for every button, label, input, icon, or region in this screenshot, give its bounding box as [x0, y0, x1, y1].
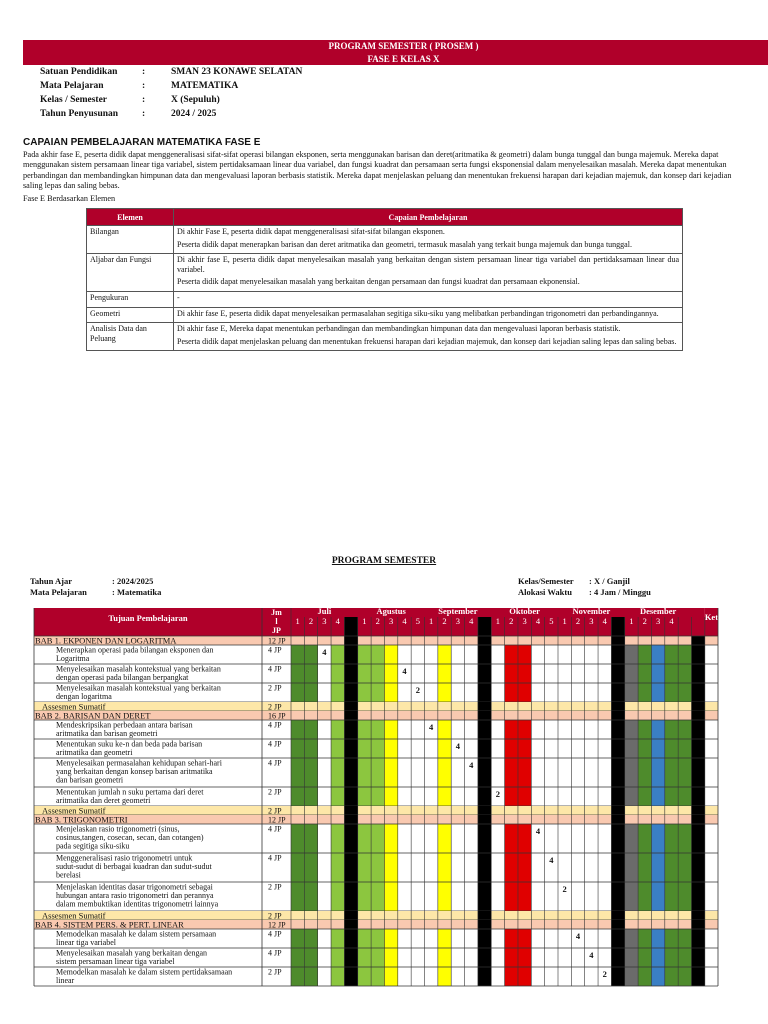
assesmen-label: Assesmen Sumatif — [42, 701, 106, 712]
info-value: SMAN 23 KONAWE SELATAN — [171, 67, 303, 77]
prosem-header-line2: FASE E KELAS X — [23, 53, 768, 65]
jp-value: 4 JP — [268, 853, 282, 863]
week-column-fill — [344, 920, 357, 929]
jp-mark: 4 — [455, 741, 460, 751]
week-column-fill — [692, 806, 705, 815]
tujuan-text: Memodelkan masalah ke dalam sistem persamaan — [56, 929, 217, 939]
week-column-fill — [611, 806, 624, 815]
jml-header-2: l — [275, 617, 278, 626]
week-column-fill — [611, 711, 624, 720]
week-number: 3 — [656, 616, 661, 626]
info-colon: : — [142, 67, 146, 77]
capaian-paragraph: Di akhir fase E, Mereka dapat menentukan perbandingan dan membandingkan himpunan data dan mengevaluasi laporan berbasis statistik. — [177, 324, 621, 334]
week-column-fill — [478, 636, 491, 645]
week-number: 4 — [402, 616, 407, 626]
week-number: 1 — [495, 616, 501, 626]
tujuan-text: linear tiga variabel — [56, 938, 116, 947]
jp-value: 2 JP — [268, 702, 282, 712]
week-number: 1 — [429, 616, 434, 626]
week-number: 3 — [522, 616, 527, 626]
elemen-header: Elemen — [87, 209, 174, 226]
week-column-fill — [611, 815, 624, 824]
month-label: Oktober — [509, 606, 540, 616]
jp-mark: 2 — [415, 685, 420, 695]
meta-value: : 2024/2025 — [112, 576, 154, 586]
jp-mark: 4 — [575, 931, 581, 941]
meta-key: Alokasi Waktu — [518, 587, 572, 597]
tujuan-text: dan barisan geometri — [56, 775, 124, 785]
jp-mark: 4 — [469, 760, 474, 770]
week-column-fill — [478, 920, 491, 929]
week-number: 1 — [629, 616, 634, 626]
week-column-fill — [478, 702, 491, 711]
tujuan-text: pada segitiga siku-siku — [56, 841, 130, 851]
capaian-paragraph: Peserta didik dapat menjelaskan peluang dan menentukan frekuensi harapan dari kejadian majemuk, dan konsep dari kejadian saling lepas dan saling bebas. — [177, 336, 677, 346]
tujuan-text: yang berkaitan dengan konsep barisan aritmatika — [56, 767, 213, 776]
month-label: Agustus — [376, 606, 406, 616]
jp-mark: 2 — [495, 789, 501, 799]
week-number: 1 — [562, 616, 567, 626]
jp-value: 2 JP — [268, 967, 282, 977]
jp-mark: 4 — [322, 647, 327, 657]
jp-value: 4 JP — [268, 948, 282, 958]
jp-value: 4 JP — [268, 739, 282, 749]
week-number: 4 — [335, 616, 340, 626]
tujuan-text: linear — [56, 976, 75, 985]
tujuan-text: sudut-sudut di berbagai kuadran dan sudut-sudut — [56, 862, 212, 871]
tujuan-text: Memodelkan masalah ke dalam sistem pertidaksamaan — [56, 967, 233, 977]
jp-mark: 4 — [402, 666, 407, 676]
program-semester-title: PROGRAM SEMESTER — [331, 556, 437, 566]
week-number: 1 — [295, 616, 300, 626]
tujuan-text: Menjelaskan rasio trigonometri (sinus, — [56, 824, 180, 834]
bab-label: BAB 1. EKPONEN DAN LOGARITMA — [35, 635, 177, 646]
capaian-paragraph: - — [177, 292, 180, 302]
week-column-fill — [478, 911, 491, 920]
info-value: MATEMATIKA — [171, 81, 239, 91]
jp-mark: 4 — [535, 826, 541, 836]
week-number: 5 — [549, 616, 554, 626]
week-header-black — [478, 617, 491, 636]
tujuan-text: cosinus,tangen, cosecan, secan, dan cotangen) — [56, 833, 204, 842]
tujuan-text: Menyelesaikan permasalahan kehidupan sehari-hari — [56, 758, 222, 768]
week-column-fill — [692, 636, 705, 645]
month-label: November — [572, 606, 611, 616]
meta-key: Kelas/Semester — [518, 576, 574, 586]
capaian-text: Pada akhir fase E, peserta didik dapat menggeneralisasi sifat-sifat operasi bilangan eksponen, serta menggunakan barisan dan deret(aritmatika & geometri) dalam bunga tunggal dan bunga majemuk. Mereka dapat menggunakan sistem persamaan linear tiga variabel, sistem pertidaksamaan linear dua variabel, dan fungsi kuadrat dan persamaan serta fungsi eksponensial dalam menyelesaikan masalah. Mereka dapat menentukan perbandingan dan membandingkan himpunan data dan mengevaluasi laporan berbasis statistik. Mereka dapat menjelaskan peluang dan menentukan frekuensi harapan dari kejadian majemuk, dan konsep dari kejadian saling lepas dan saling bebas. — [23, 150, 732, 191]
week-column-fill — [692, 911, 705, 920]
jp-value: 2 JP — [268, 882, 282, 892]
info-value: 2024 / 2025 — [171, 109, 217, 119]
tujuan-text: Menyelesaikan masalah kontekstual yang berkaitan — [56, 664, 221, 674]
jp-value: 2 JP — [268, 787, 282, 797]
tujuan-text: sistem persamaan linear tiga variabel — [56, 957, 175, 966]
week-column-fill — [692, 711, 705, 720]
elemen-cell: Analisis Data dan Peluang — [87, 323, 174, 351]
tujuan-text: aritmatika dan geometri — [56, 748, 133, 757]
jp-value: 12 JP — [268, 636, 286, 646]
info-key: Tahun Penyusunan — [40, 109, 119, 119]
week-column-fill — [344, 815, 357, 824]
info-key: Kelas / Semester — [40, 95, 108, 105]
capaian-paragraph: Di akhir fase E, peserta didik dapat menyelesaikan masalah yang berkaitan dengan sistem persamaan linear tiga variabel dan pertidaksamaan linear dua variabel. — [177, 255, 679, 274]
assesmen-label: Assesmen Sumatif — [42, 910, 106, 921]
week-number: 2 — [509, 616, 514, 626]
week-column-fill — [478, 806, 491, 815]
jp-mark: 4 — [429, 722, 434, 732]
elemen-cell: Aljabar dan Fungsi — [87, 254, 174, 292]
meta-value: : 4 Jam / Minggu — [589, 587, 651, 597]
jp-value: 4 JP — [268, 929, 282, 939]
tujuan-text: hubungan antara rasio trigonometri dan perannya — [56, 891, 214, 900]
week-column-fill — [344, 636, 357, 645]
jp-value: 12 JP — [268, 815, 286, 825]
week-header-black — [611, 617, 624, 636]
capaian-title: CAPAIAN PEMBELAJARAN MATEMATIKA FASE E — [23, 137, 261, 148]
week-number: 5 — [415, 616, 420, 626]
meta-key: Mata Pelajaran — [30, 587, 87, 597]
capaian-paragraph: Peserta didik dapat menerapkan barisan dan deret aritmatika dan geometri, termasuk masalah yang terkait bunga majemuk dan bunga tunggal. — [177, 239, 632, 249]
bab-label: BAB 4. SISTEM PERS. & PERT. LINEAR — [35, 919, 184, 930]
week-number: 3 — [389, 616, 394, 626]
jp-value: 4 JP — [268, 824, 282, 834]
capaian-header: Capaian Pembelajaran — [174, 209, 683, 226]
elemen-cell: Geometri — [87, 307, 174, 323]
jp-value: 16 JP — [268, 711, 286, 721]
tujuan-text: Menyelesaikan masalah kontekstual yang berkaitan — [56, 683, 221, 693]
week-number: 2 — [375, 616, 380, 626]
week-number: 4 — [669, 616, 674, 626]
jp-mark: 2 — [562, 884, 567, 894]
info-colon: : — [142, 81, 146, 91]
jml-header-1: Jm — [271, 608, 282, 617]
bab-label: BAB 3. TRIGONOMETRI — [35, 814, 128, 825]
elemen-cell: Pengukuran — [87, 291, 174, 307]
jp-value: 12 JP — [268, 920, 286, 930]
info-key: Satuan Pendidikan — [40, 67, 118, 77]
info-value: X (Sepuluh) — [171, 95, 220, 105]
week-column-fill — [344, 911, 357, 920]
jp-mark: 4 — [549, 855, 554, 865]
jp-value: 4 JP — [268, 720, 282, 730]
info-colon: : — [142, 109, 146, 119]
tujuan-text: aritmatika dan deret geometri — [56, 796, 151, 805]
week-column-fill — [611, 920, 624, 929]
ket-header: Ket — [704, 612, 719, 622]
week-number: 2 — [575, 616, 581, 626]
week-number: 3 — [322, 616, 327, 626]
tujuan-text: Menggeneralisasi rasio trigonometri untuk — [56, 853, 193, 863]
week-number: 2 — [308, 616, 314, 626]
tujuan-text: dalam membuktikan identitas trigonometri lainnya — [56, 899, 219, 909]
elemen-cell: Bilangan — [87, 226, 174, 254]
week-number: 4 — [469, 616, 474, 626]
jp-value: 2 JP — [268, 911, 282, 921]
week-column-fill — [478, 711, 491, 720]
month-label: September — [438, 606, 478, 616]
month-label: Juli — [317, 606, 332, 616]
week-column-fill — [611, 911, 624, 920]
week-header-black — [344, 617, 357, 636]
jp-mark: 2 — [602, 969, 607, 979]
capaian-paragraph: Di akhir fase E, peserta didik dapat menyelesaikan permasalahan segitiga siku-siku yang melibatkan perbandingan trigonometri dan perbandingannya. — [177, 308, 659, 318]
week-column-fill — [344, 806, 357, 815]
week-column-fill — [611, 702, 624, 711]
tujuan-text: dengan logaritma — [56, 692, 112, 701]
week-number: 2 — [642, 616, 647, 626]
tujuan-text: Menyelesaikan masalah yang berkaitan dengan — [56, 948, 208, 958]
week-column-fill — [692, 702, 705, 711]
week-number: 4 — [535, 616, 541, 626]
capaian-paragraph: Di akhir Fase E, peserta didik dapat menggeneralisasi sifat-sifat bilangan eksponen. — [177, 227, 445, 236]
jp-mark: 4 — [589, 950, 594, 960]
tujuan-text: aritmatika dan barisan geometri — [56, 729, 158, 738]
week-column-fill — [478, 815, 491, 824]
week-number: 1 — [362, 616, 367, 626]
bab-label: BAB 2. BARISAN DAN DERET — [35, 710, 151, 721]
week-column-fill — [344, 711, 357, 720]
week-column-fill — [611, 636, 624, 645]
week-number: 3 — [589, 616, 594, 626]
info-key: Mata Pelajaran — [40, 81, 104, 91]
week-column-fill — [692, 920, 705, 929]
assesmen-label: Assesmen Sumatif — [42, 805, 106, 816]
tujuan-text: Logaritma — [56, 654, 90, 663]
jp-value: 2 JP — [268, 683, 282, 693]
week-column-fill — [344, 702, 357, 711]
tujuan-header: Tujuan Pembelajaran — [108, 613, 188, 623]
jp-value: 2 JP — [268, 806, 282, 816]
week-column-fill — [692, 815, 705, 824]
week-number: 2 — [442, 616, 447, 626]
week-number: 3 — [455, 616, 460, 626]
jp-value: 4 JP — [268, 758, 282, 768]
fase-label: Fase E Berdasarkan Elemen — [23, 194, 116, 203]
meta-key: Tahun Ajar — [30, 576, 72, 586]
tujuan-text: Mendeskripsikan perbedaan antara barisan — [56, 720, 193, 730]
meta-value: : Matematika — [112, 587, 162, 597]
tujuan-text: Menentukan jumlah n suku pertama dari deret — [56, 787, 204, 797]
capaian-paragraph: Peserta didik dapat menyelesaikan masalah yang berkaitan dengan persamaan dan fungsi kuadrat dan persamaan ekponensial. — [177, 277, 580, 287]
tujuan-text: berelasi — [56, 870, 81, 880]
month-label: Desember — [639, 606, 677, 616]
tujuan-text: Menjelaskan identitas dasar trigonometri sebagai — [56, 882, 213, 892]
tujuan-text: Menentukan suku ke-n dan beda pada barisan — [56, 739, 203, 749]
week-number: 4 — [602, 616, 607, 626]
info-colon: : — [142, 95, 146, 105]
tujuan-text: dengan operasi pada bilangan berpangkat — [56, 673, 189, 682]
jp-value: 4 JP — [268, 645, 282, 655]
tujuan-text: Menerapkan operasi pada bilangan eksponen dan — [56, 645, 214, 655]
meta-value: : X / Ganjil — [589, 576, 630, 586]
prosem-header-line1: PROGRAM SEMESTER ( PROSEM ) — [23, 40, 768, 53]
jml-header-3: JP — [272, 626, 281, 635]
jp-value: 4 JP — [268, 664, 282, 674]
